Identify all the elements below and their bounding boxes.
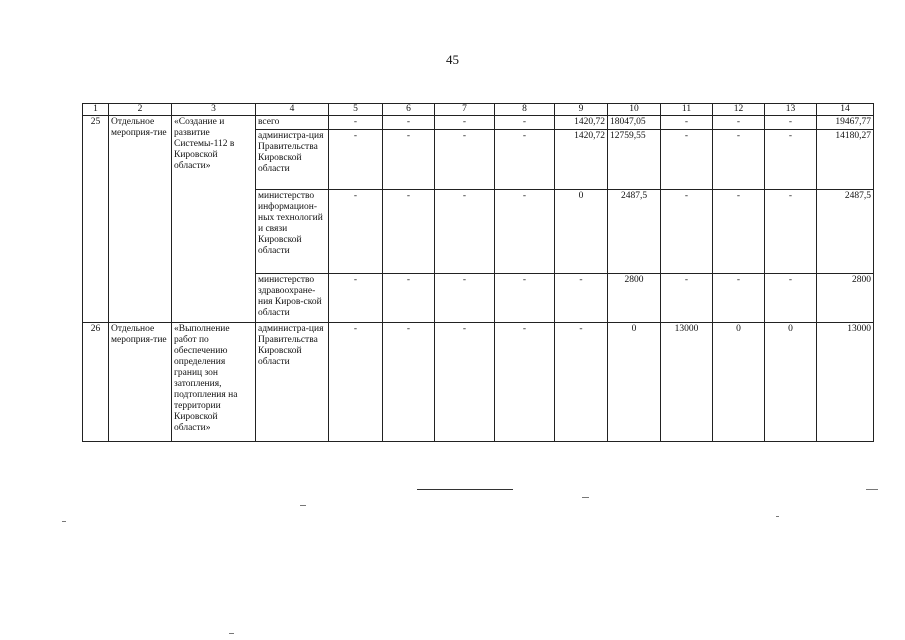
scan-speck bbox=[866, 489, 878, 490]
value-cell: - bbox=[661, 116, 713, 130]
measure-type: Отдельное мероприя-тие bbox=[109, 323, 172, 442]
executor-cell: всего bbox=[256, 116, 329, 130]
value-cell: - bbox=[383, 274, 435, 323]
column-header: 6 bbox=[383, 104, 435, 116]
value-cell: 14180,27 bbox=[817, 130, 874, 190]
column-header: 2 bbox=[109, 104, 172, 116]
value-cell: 19467,77 bbox=[817, 116, 874, 130]
value-cell: - bbox=[661, 190, 713, 274]
value-cell: 12759,55 bbox=[608, 130, 661, 190]
value-cell: - bbox=[765, 116, 817, 130]
value-cell: - bbox=[329, 274, 383, 323]
scan-speck bbox=[300, 505, 306, 506]
value-cell: 0 bbox=[713, 323, 765, 442]
scan-speck bbox=[229, 633, 234, 634]
value-cell: - bbox=[383, 116, 435, 130]
value-cell: - bbox=[713, 274, 765, 323]
value-cell: 1420,72 bbox=[555, 130, 608, 190]
value-cell: - bbox=[555, 274, 608, 323]
value-cell: - bbox=[329, 130, 383, 190]
value-cell: - bbox=[765, 130, 817, 190]
column-header: 14 bbox=[817, 104, 874, 116]
measure-name: «Создание и развитие Системы-112 в Кировской области» bbox=[172, 116, 256, 323]
value-cell: - bbox=[713, 190, 765, 274]
column-header: 5 bbox=[329, 104, 383, 116]
value-cell: - bbox=[495, 130, 555, 190]
closing-rule bbox=[417, 489, 513, 490]
value-cell: - bbox=[765, 190, 817, 274]
value-cell: - bbox=[435, 274, 495, 323]
row-number: 25 bbox=[83, 116, 109, 323]
value-cell: - bbox=[329, 190, 383, 274]
scan-speck bbox=[582, 497, 589, 498]
page-number: 45 bbox=[446, 52, 459, 67]
value-cell: 0 bbox=[765, 323, 817, 442]
column-header: 10 bbox=[608, 104, 661, 116]
table-row bbox=[83, 323, 874, 442]
value-cell: - bbox=[495, 116, 555, 130]
value-cell: - bbox=[661, 130, 713, 190]
column-header: 8 bbox=[495, 104, 555, 116]
measure-type: Отдельное мероприя-тие bbox=[109, 116, 172, 323]
column-header: 4 bbox=[256, 104, 329, 116]
executor-cell: администра-ция Правительства Кировской области bbox=[256, 323, 329, 442]
value-cell: - bbox=[435, 323, 495, 442]
column-header: 1 bbox=[83, 104, 109, 116]
value-cell: - bbox=[765, 274, 817, 323]
value-cell: 2487,5 bbox=[608, 190, 661, 274]
value-cell: - bbox=[329, 116, 383, 130]
column-header: 9 bbox=[555, 104, 608, 116]
value-cell: 2800 bbox=[817, 274, 874, 323]
value-cell: 2800 bbox=[608, 274, 661, 323]
measure-name: «Выполнение работ по обеспечению определения границ зон затопления, подтопления на территории Кировской области» bbox=[172, 323, 256, 442]
executor-cell: администра-ция Правительства Кировской области bbox=[256, 130, 329, 190]
value-cell: - bbox=[555, 323, 608, 442]
value-cell: - bbox=[495, 274, 555, 323]
value-cell: - bbox=[383, 323, 435, 442]
value-cell: 0 bbox=[608, 323, 661, 442]
value-cell: 13000 bbox=[817, 323, 874, 442]
value-cell: 0 bbox=[555, 190, 608, 274]
table-row bbox=[83, 116, 874, 130]
column-header: 11 bbox=[661, 104, 713, 116]
column-header: 12 bbox=[713, 104, 765, 116]
value-cell: 1420,72 bbox=[555, 116, 608, 130]
value-cell: - bbox=[435, 190, 495, 274]
value-cell: - bbox=[383, 190, 435, 274]
value-cell: - bbox=[713, 130, 765, 190]
column-header: 7 bbox=[435, 104, 495, 116]
column-header: 3 bbox=[172, 104, 256, 116]
value-cell: - bbox=[495, 323, 555, 442]
value-cell: - bbox=[435, 116, 495, 130]
value-cell: - bbox=[435, 130, 495, 190]
column-header: 13 bbox=[765, 104, 817, 116]
value-cell: - bbox=[329, 323, 383, 442]
executor-cell: министерство здравоохране-ния Киров-ской области bbox=[256, 274, 329, 323]
budget-table bbox=[82, 103, 874, 442]
executor-cell: министерство информацион-ных технологий и связи Кировской области bbox=[256, 190, 329, 274]
value-cell: 2487,5 bbox=[817, 190, 874, 274]
value-cell: - bbox=[713, 116, 765, 130]
value-cell: 13000 bbox=[661, 323, 713, 442]
scan-speck bbox=[776, 516, 779, 517]
scan-speck bbox=[62, 521, 66, 522]
value-cell: - bbox=[495, 190, 555, 274]
column-number-row bbox=[83, 104, 874, 116]
value-cell: 18047,05 bbox=[608, 116, 661, 130]
value-cell: - bbox=[383, 130, 435, 190]
value-cell: - bbox=[661, 274, 713, 323]
row-number: 26 bbox=[83, 323, 109, 442]
